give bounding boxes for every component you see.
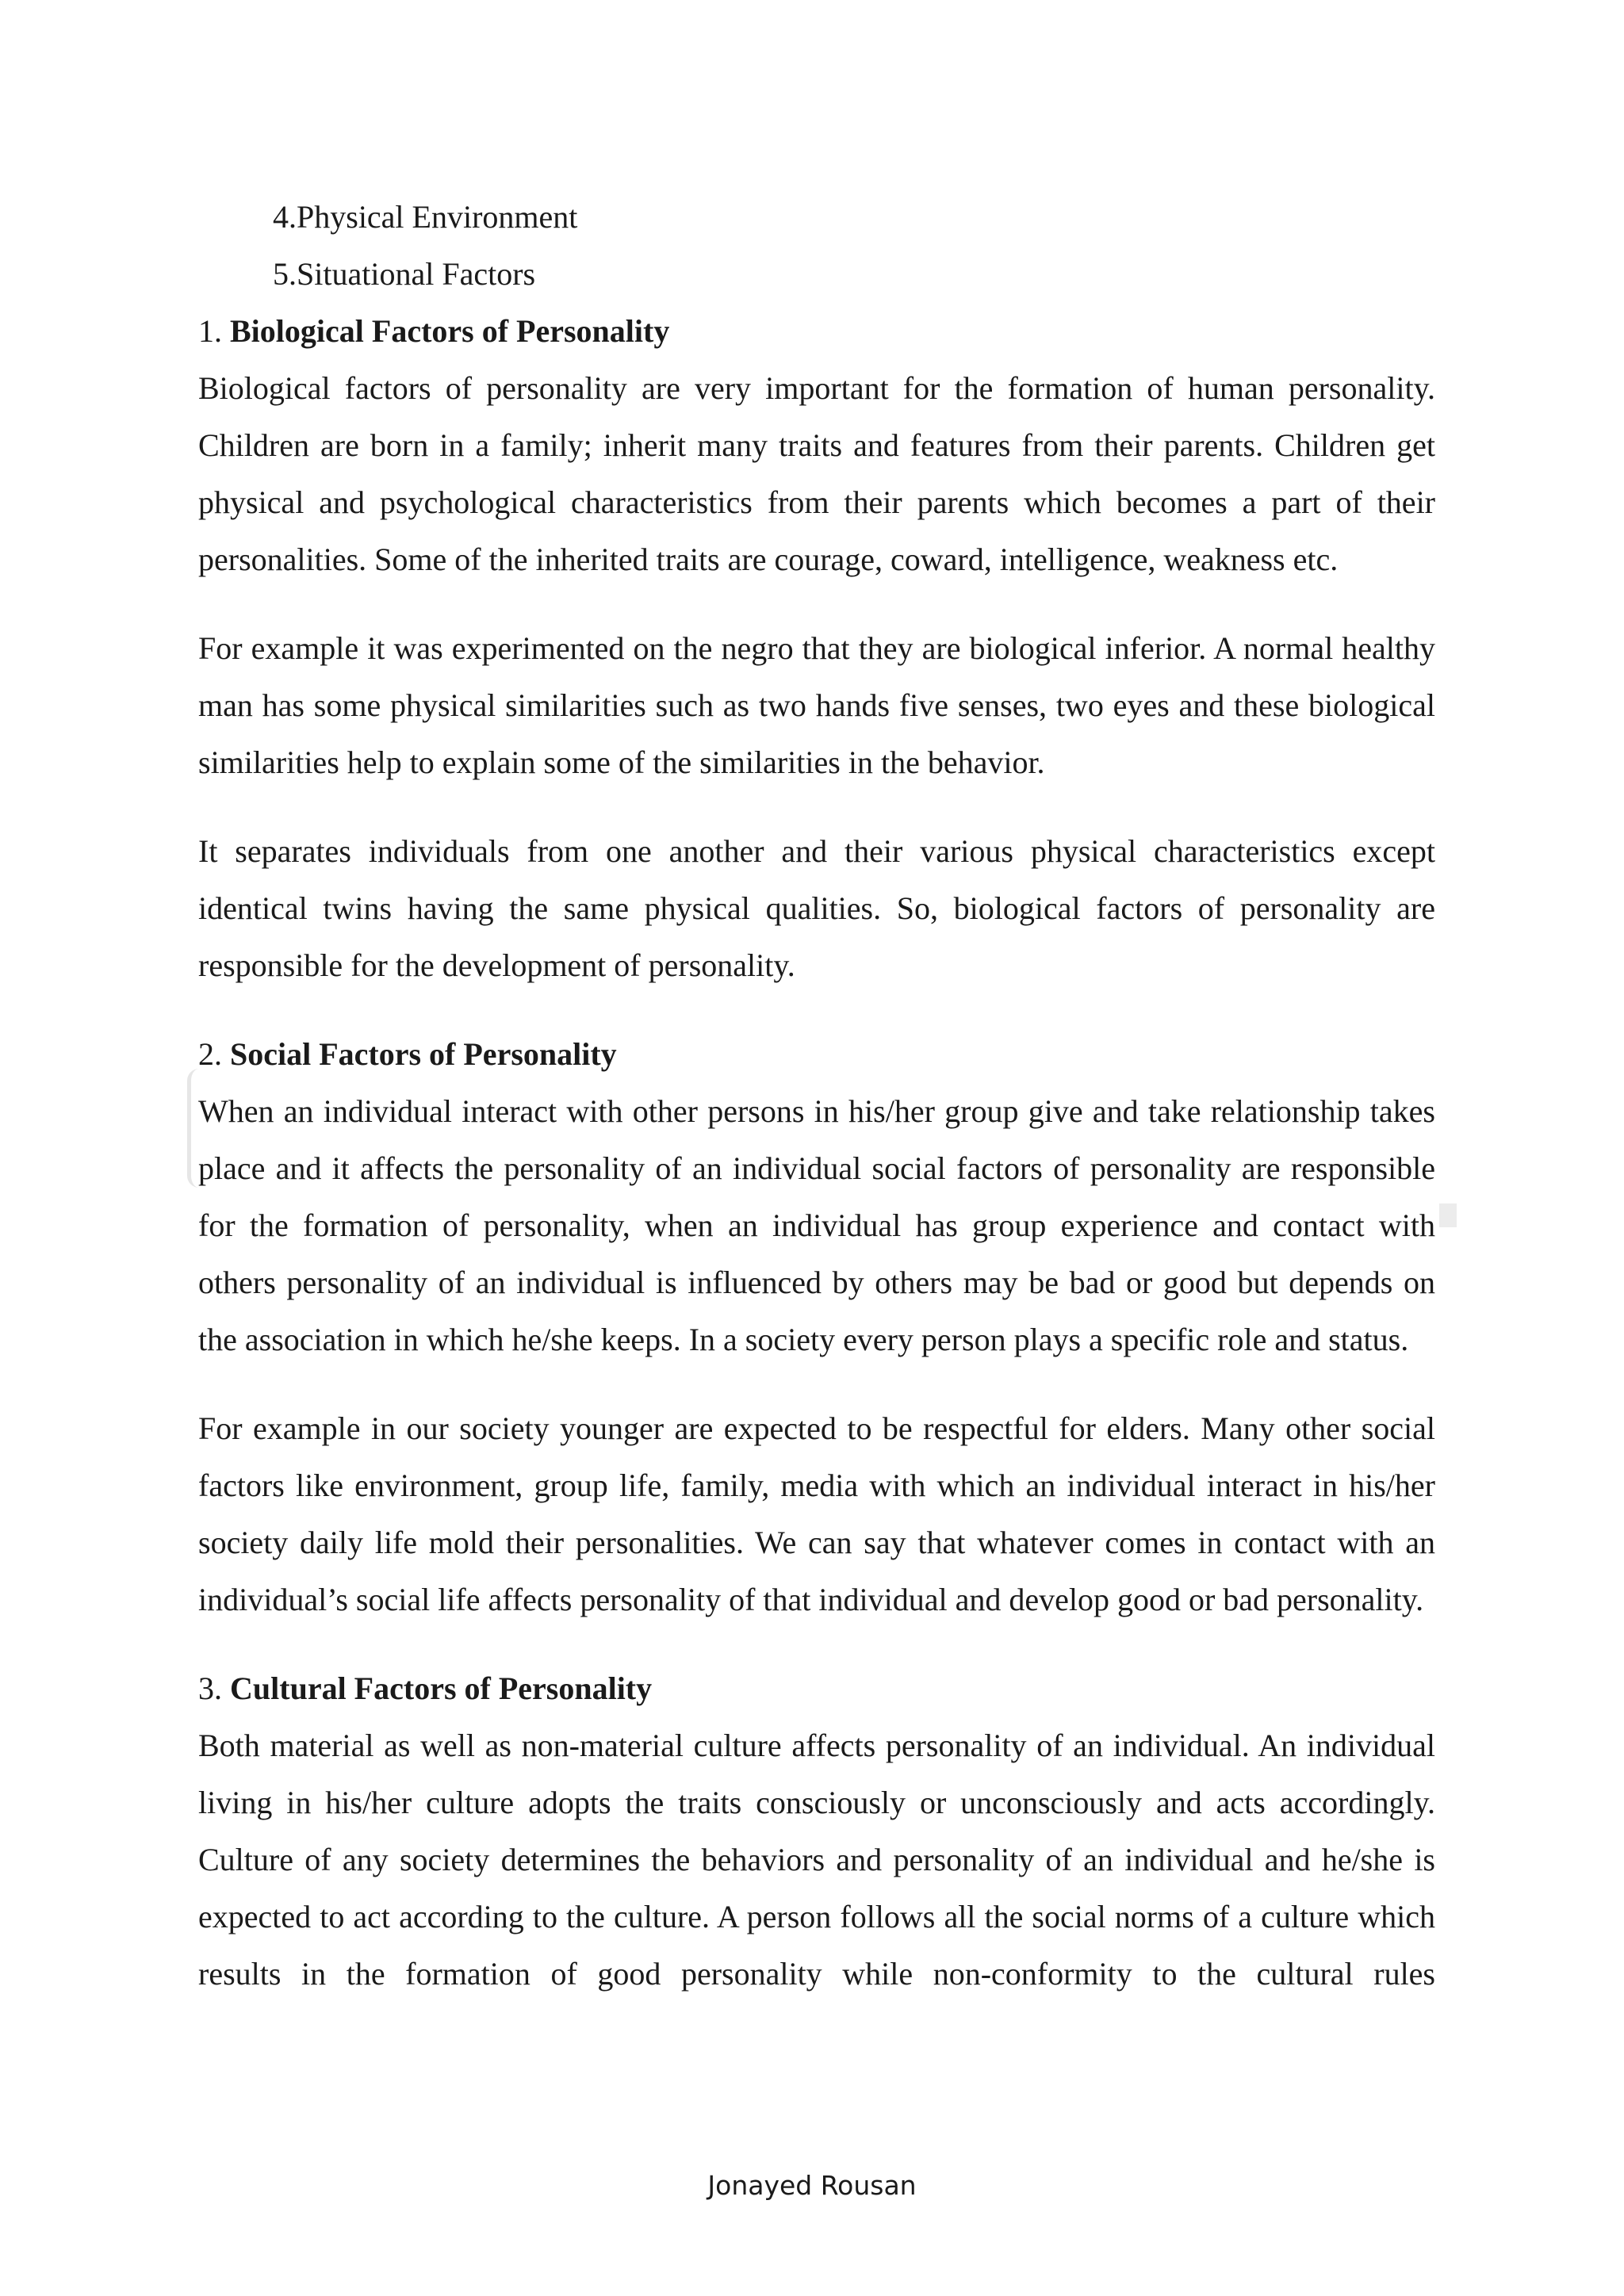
- paragraph: For example it was experimented on the negro that they are biological inferior. A normal healthy man has some physical similarities such as two hands five senses, two eyes and these biological similarities help to explain some of the similarities in the behavior.: [198, 630, 1435, 780]
- section-number: 3.: [198, 1670, 230, 1706]
- list-item-situational-factors: 5.Situational Factors: [273, 256, 536, 292]
- paragraph: It separates individuals from one another and their various physical characteristics except identical twins having the same physical qualities. So, biological factors of personality are responsible for the development of personality.: [198, 833, 1435, 983]
- section-heading-cultural: [198, 1660, 1435, 1717]
- section-title: Biological Factors of Personality: [230, 313, 670, 349]
- paragraph: For example in our society younger are expected to be respectful for elders. Many other social factors like environment, group life, family, media with which an individual interact in his/her society daily life mold their personalities. We can say that whatever comes in contact with an individual’s social life affects personality of that individual and develop good or bad personality.: [198, 1410, 1435, 1617]
- scan-artifact-left: [187, 1069, 199, 1188]
- paragraph: When an individual interact with other persons in his/her group give and take relationship takes place and it affects the personality of an individual social factors of personality are responsible for the formation of personality, when an individual has group experience and contact with others personality of an individual is influenced by others may be bad or good but depends on the association in which he/she keeps. In a society every person plays a specific role and status.: [198, 1093, 1435, 1357]
- paragraph: Biological factors of personality are very important for the formation of human personality. Children are born in a family; inherit many traits and features from their parents. Children get physical and psychological characteristics from their parents which becomes a part of their personalities. Some of the inherited traits are courage, coward, intelligence, weakness etc.: [198, 370, 1435, 577]
- page-footer: Jonayed Rousan: [707, 2170, 917, 2201]
- section-heading-social: [198, 1026, 1435, 1083]
- list-item-physical-environment: 4.Physical Environment: [273, 199, 578, 235]
- paragraph: Both material as well as non-material culture affects personality of an individual. An individual living in his/her culture adopts the traits consciously or unconsciously and acts accordingly. Culture of any society determines the behaviors and personality of an individual and he/she is expected to act according to the culture. A person follows all the social norms of a culture which results in the formation of good personality while non-conformity to the cultural rules: [198, 1728, 1435, 1992]
- page-body: [198, 189, 1435, 2003]
- section-title: Social Factors of Personality: [230, 1036, 617, 1072]
- section-number: 2.: [198, 1036, 230, 1072]
- section-heading-biological: [198, 303, 1435, 360]
- section-number: 1.: [198, 313, 230, 349]
- scan-artifact-right: [1439, 1203, 1457, 1227]
- section-title: Cultural Factors of Personality: [230, 1670, 653, 1706]
